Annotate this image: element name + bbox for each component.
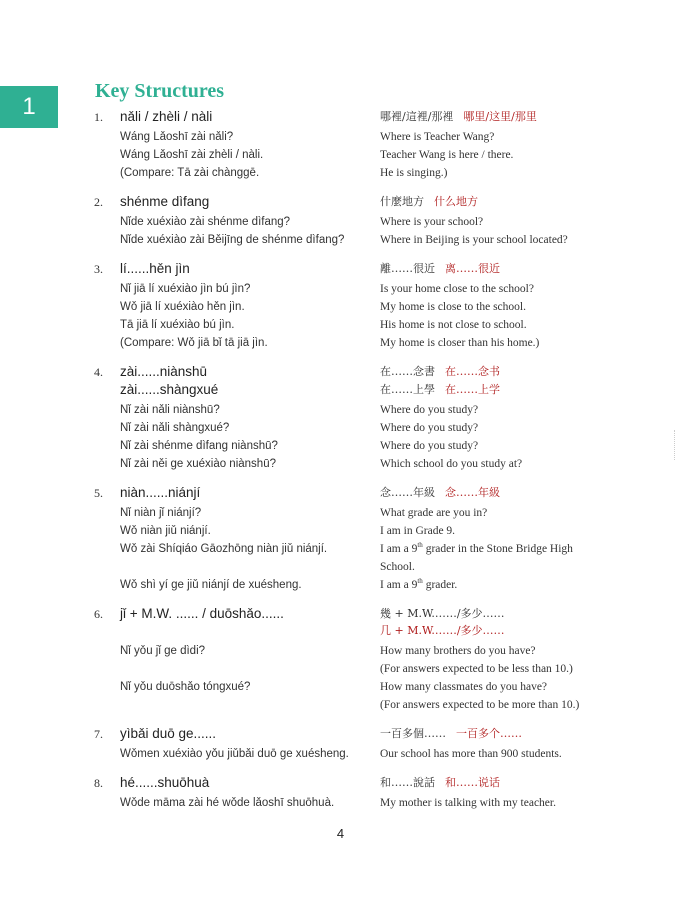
structure-traditional: 幾 + M.W.……/多少…… <box>380 607 505 620</box>
structure-pinyin: jǐ + M.W. ...... / duōshǎo...... <box>120 606 284 621</box>
example-english: Where do you study? <box>380 422 479 434</box>
structure-item-3 <box>0 258 681 352</box>
structure-pinyin: niàn......niánjí <box>120 485 201 500</box>
example-english: Our school has more than 900 students. <box>380 748 562 760</box>
structure-item-7 <box>0 723 681 763</box>
structure-simplified: 念……年級 <box>445 486 500 499</box>
structure-simplified: 在……念书 <box>445 365 500 378</box>
item-number: 6. <box>94 607 103 621</box>
item-number: 1. <box>94 110 103 124</box>
example-english: My home is closer than his home.) <box>380 337 540 349</box>
example-pinyin: (Compare: Tā zài chànggē. <box>120 167 260 179</box>
page-number: 4 <box>336 826 345 841</box>
example-pinyin: Wǒde māma zài hé wǒde lǎoshī shuōhuà. <box>120 797 335 809</box>
example-english: Which school do you study at? <box>380 458 523 470</box>
example-english: I am in Grade 9. <box>380 525 456 537</box>
structure-item-6 <box>0 603 681 714</box>
example-note: (For answers expected to be less than 10.) <box>380 663 573 675</box>
structure-pinyin: yìbǎi duō ge...... <box>120 726 217 741</box>
example-english: How many brothers do you have? <box>380 645 536 657</box>
item-number: 4. <box>94 365 103 379</box>
structure-traditional-alt: 在……上學 <box>380 383 435 396</box>
example-english-continued: School. <box>380 561 415 573</box>
structure-pinyin: shénme dìfang <box>120 194 210 209</box>
structure-simplified-alt: 在……上学 <box>445 383 500 396</box>
example-english: Where do you study? <box>380 440 479 452</box>
structure-item-2 <box>0 191 681 249</box>
example-english: Where is your school? <box>380 216 484 228</box>
example-english: I am a 9th grader in the Stone Bridge High <box>380 541 573 555</box>
example-pinyin: Nǐ zài nǎli shàngxué? <box>120 422 230 434</box>
example-pinyin: Wáng Lǎoshī zài zhèli / nàli. <box>120 149 264 161</box>
structure-simplified: 离……很近 <box>445 262 500 275</box>
example-pinyin: Wǒ niàn jiǔ niánjí. <box>120 525 211 537</box>
structure-pinyin: lí......hěn jìn <box>120 261 190 276</box>
example-english: How many classmates do you have? <box>380 681 548 693</box>
example-english: Where in Beijing is your school located? <box>380 234 568 246</box>
structure-traditional: 離……很近 <box>380 262 435 275</box>
example-pinyin: Wǒ zài Shíqiáo Gāozhōng niàn jiǔ niánjí. <box>120 543 328 555</box>
structure-pinyin: zài......niànshū <box>120 364 208 379</box>
example-english: Is your home close to the school? <box>380 283 534 295</box>
example-pinyin: Nǐde xuéxiào zài shénme dìfang? <box>120 216 291 228</box>
item-number: 8. <box>94 776 103 790</box>
example-pinyin: Wáng Lǎoshī zài nǎli? <box>120 131 234 143</box>
structure-simplified: 和……说话 <box>445 776 500 789</box>
structure-item-1 <box>0 106 681 182</box>
structure-simplified: 几 + M.W.……/多少…… <box>380 624 505 637</box>
example-pinyin: Nǐ zài něi ge xuéxiào niànshū? <box>120 458 276 470</box>
structure-pinyin-alt: zài......shàngxué <box>120 382 219 397</box>
structure-traditional: 和……說話 <box>380 776 435 789</box>
margin-mark <box>674 430 679 460</box>
example-english: His home is not close to school. <box>380 319 527 331</box>
example-pinyin: Nǐ yǒu jǐ ge dìdi? <box>120 645 206 657</box>
example-pinyin: Nǐde xuéxiào zài Běijīng de shénme dìfang? <box>120 234 345 246</box>
structure-traditional: 什麼地方 <box>380 195 424 208</box>
structure-item-5 <box>0 482 681 594</box>
example-note: (For answers expected to be more than 10.) <box>380 699 580 711</box>
example-pinyin: Nǐ zài shénme dìfang niànshū? <box>120 440 278 452</box>
item-number: 3. <box>94 262 103 276</box>
item-number: 2. <box>94 195 103 209</box>
chapter-tab: 1 <box>0 86 58 128</box>
example-english: Teacher Wang is here / there. <box>380 149 514 161</box>
example-pinyin: Nǐ niàn jǐ niánjí? <box>120 507 202 519</box>
structure-traditional: 哪裡/這裡/那裡 <box>380 110 454 123</box>
example-pinyin: Nǐ jiā lí xuéxiào jìn bú jìn? <box>120 283 251 295</box>
example-pinyin: Nǐ yǒu duōshǎo tóngxué? <box>120 681 251 693</box>
example-english: Where do you study? <box>380 404 479 416</box>
structure-simplified: 什么地方 <box>434 195 478 208</box>
example-pinyin: Tā jiā lí xuéxiào bú jìn. <box>120 319 235 331</box>
structure-traditional: 念……年級 <box>380 486 435 499</box>
structure-traditional: 在……念書 <box>380 365 435 378</box>
example-pinyin: Wǒ jiā lí xuéxiào hěn jìn. <box>120 301 245 313</box>
item-number: 5. <box>94 486 103 500</box>
key-structures-list <box>0 106 681 821</box>
item-number: 7. <box>94 727 103 741</box>
structure-item-4 <box>0 361 681 473</box>
example-pinyin: Wǒ shì yí ge jiǔ niánjí de xuésheng. <box>120 579 302 591</box>
structure-pinyin: hé......shuōhuà <box>120 775 210 790</box>
example-english: My mother is talking with my teacher. <box>380 797 556 809</box>
example-english: He is singing.) <box>380 167 448 179</box>
structure-traditional: 一百多個…… <box>380 727 446 740</box>
example-pinyin: (Compare: Wǒ jiā bǐ tā jiā jìn. <box>120 337 268 349</box>
example-english: My home is close to the school. <box>380 301 526 313</box>
example-pinyin: Nǐ zài nǎli niànshū? <box>120 404 220 416</box>
structure-simplified: 哪里/这里/那里 <box>463 110 537 123</box>
example-pinyin: Wǒmen xuéxiào yǒu jiǔbǎi duō ge xuésheng. <box>120 748 349 760</box>
structure-simplified: 一百多个…… <box>456 727 522 740</box>
structure-item-8 <box>0 772 681 812</box>
example-english: Where is Teacher Wang? <box>380 131 495 143</box>
page-title: Key Structures <box>95 80 225 102</box>
example-english: What grade are you in? <box>380 507 488 519</box>
structure-pinyin: nǎli / zhèli / nàli <box>120 109 213 124</box>
example-english: I am a 9th grader. <box>380 577 458 591</box>
